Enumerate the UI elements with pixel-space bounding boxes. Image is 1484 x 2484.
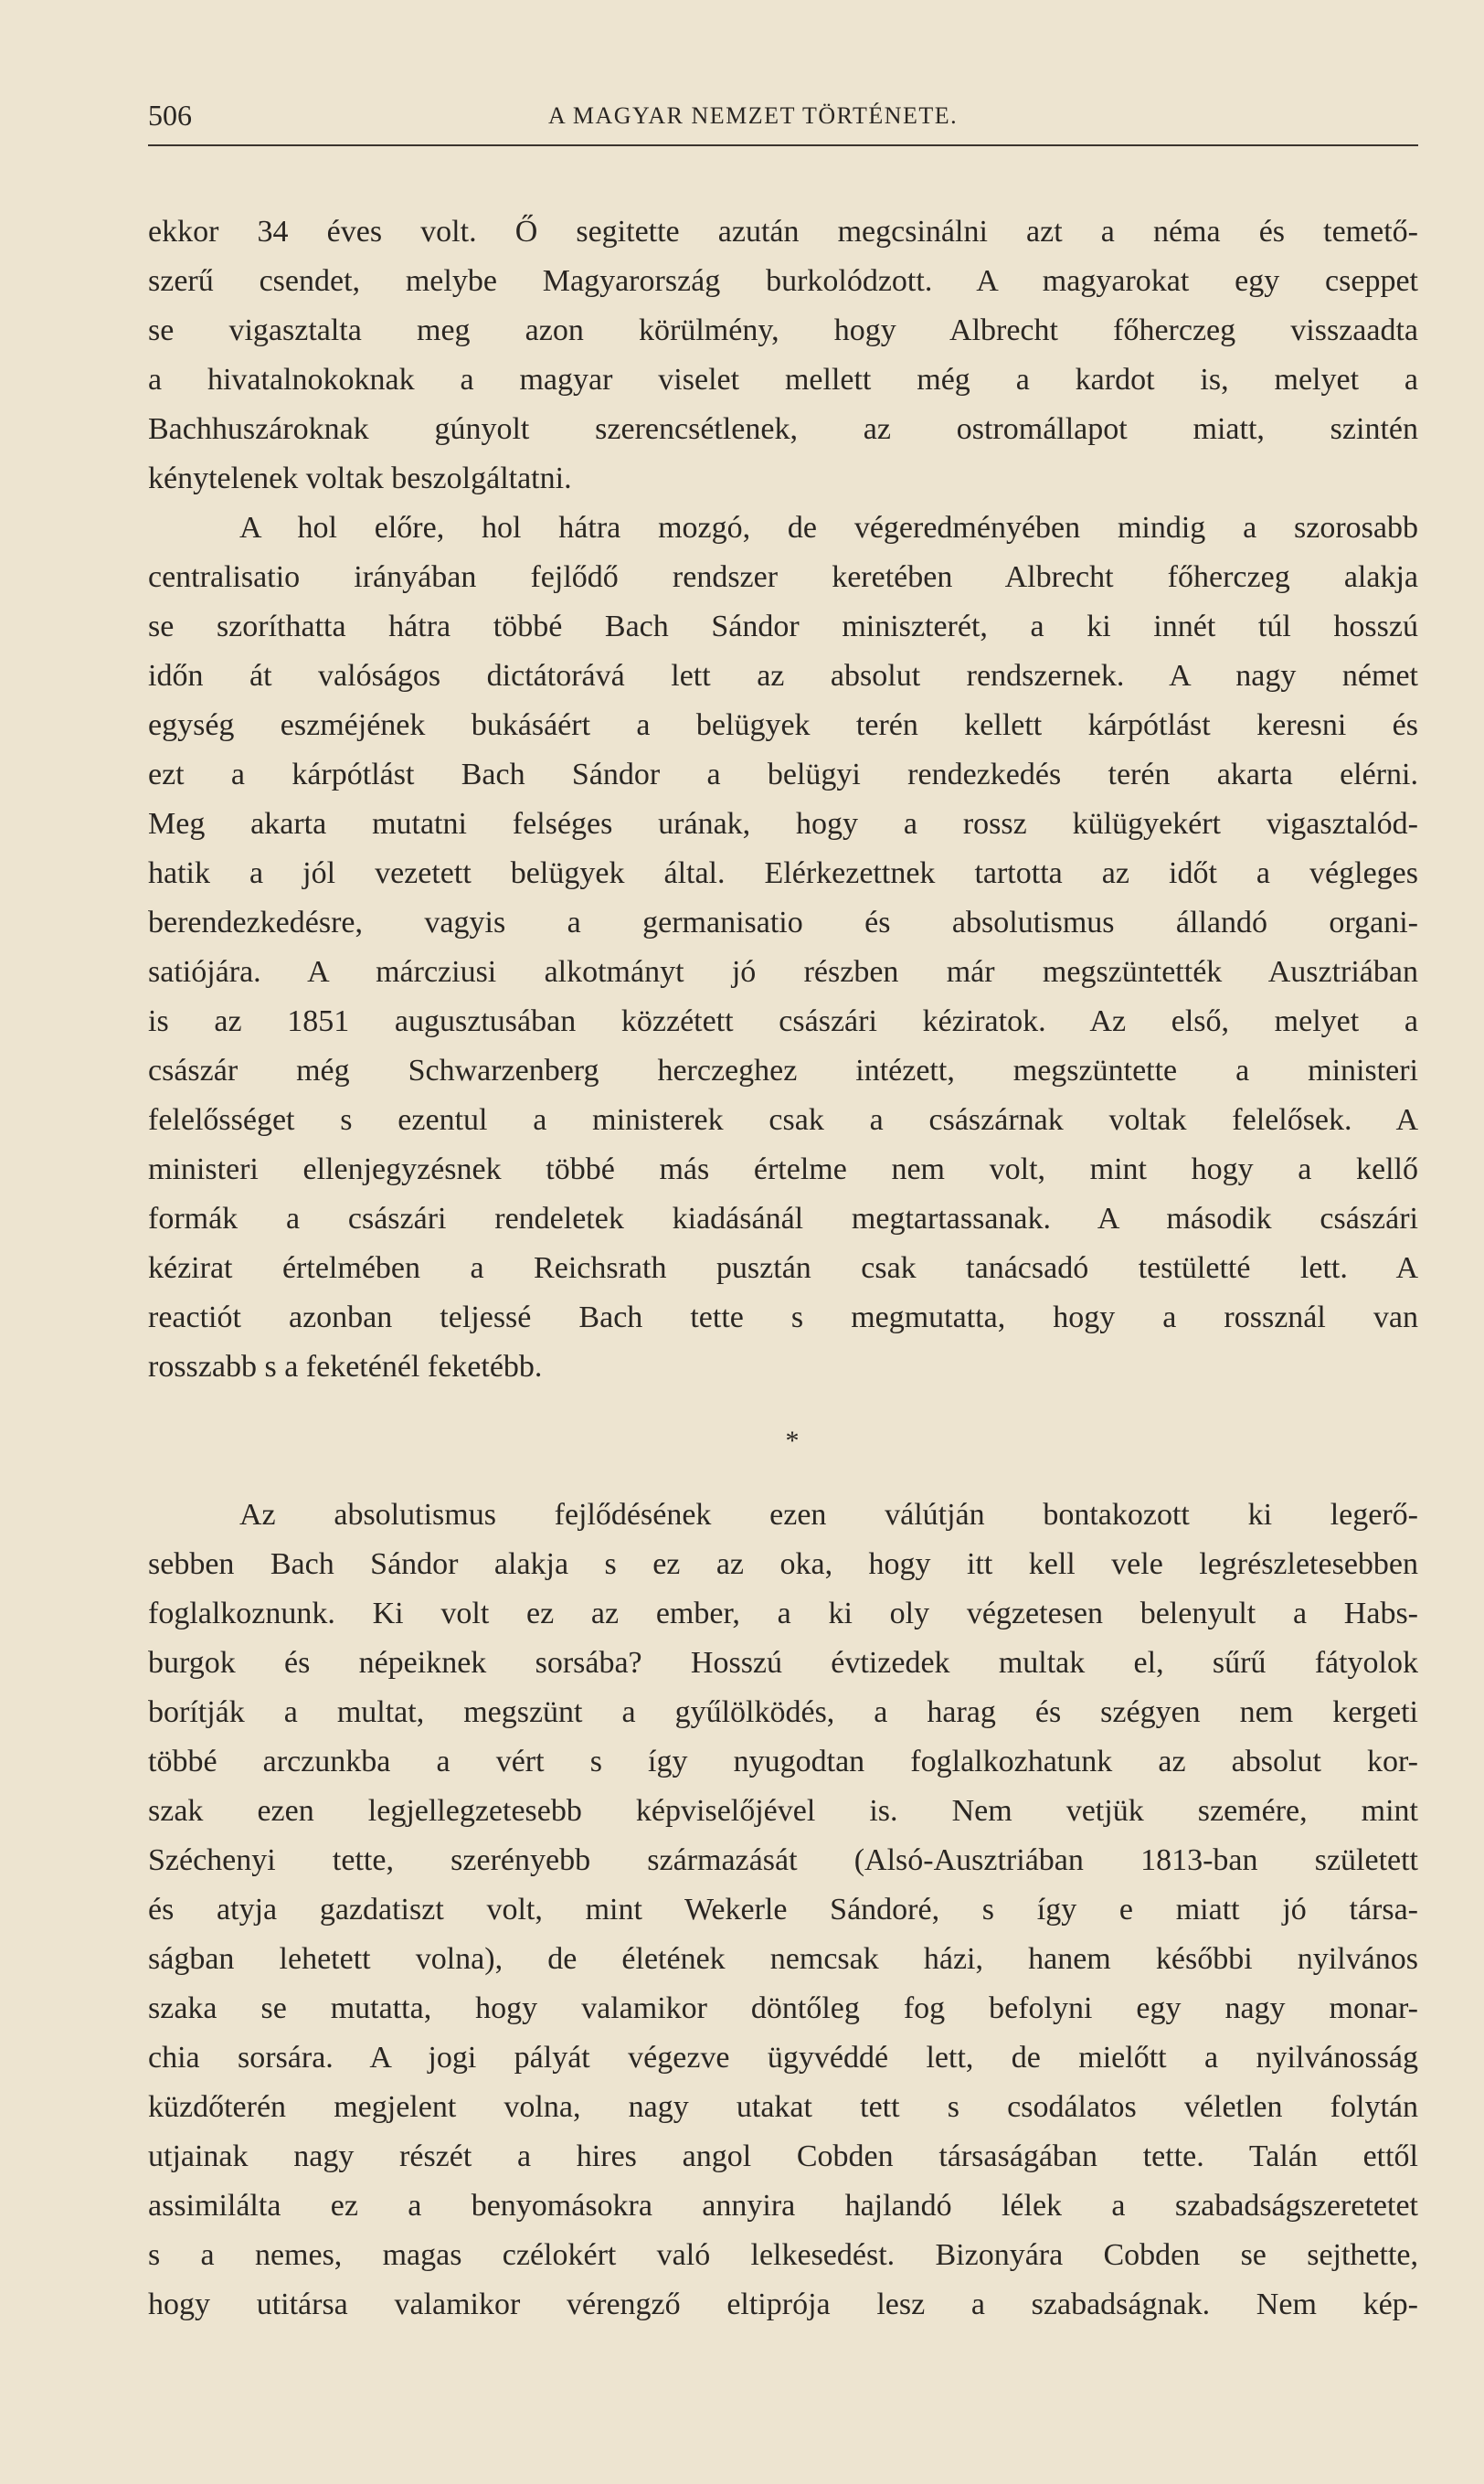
text-line: assimilálta ez a benyomásokra annyira hajlandó lélek a szabadságszeretetet <box>148 2189 1418 2223</box>
text-line: kénytelenek voltak beszolgáltatni. <box>148 462 572 495</box>
text-line: burgok és népeiknek sorsába? Hosszú évtizedek multak el, sűrű fátyolok <box>148 1646 1418 1680</box>
text-line: satiójára. A márcziusi alkotmányt jó részben már megszüntették Ausztriában <box>148 955 1418 989</box>
text-line: chia sorsára. A jogi pályát végezve ügyvéddé lett, de mielőtt a nyilvánosság <box>148 2041 1418 2075</box>
text-line: szak ezen legjellegzetesebb képviselőjével is. Nem vetjük szemére, mint <box>148 1794 1418 1828</box>
text-line: felelősséget s ezentul a ministerek csak a császárnak voltak felelősek. A <box>148 1103 1418 1137</box>
text-line: A hol előre, hol hátra mozgó, de végeredményében mindig a szorosabb <box>239 511 1418 545</box>
text-line: időn át valóságos dictátorává lett az absolut rendszernek. A nagy német <box>148 659 1418 693</box>
text-line: utjainak nagy részét a hires angol Cobden társaságában tette. Talán ettől <box>148 2139 1418 2173</box>
text-line: egység eszméjének bukásáért a belügyek terén kellett kárpótlást keresni és <box>148 708 1418 742</box>
paragraph-3 <box>148 1491 1418 2330</box>
running-head: A MAGYAR NEMZET TÖRTÉNETE. <box>548 102 959 129</box>
text-line: a hivatalnokoknak a magyar viselet mellett még a kardot is, melyet a <box>148 363 1418 397</box>
text-line: Meg akarta mutatni felséges urának, hogy a rossz külügyekért vigasztalód- <box>148 807 1418 841</box>
text-line: foglalkoznunk. Ki volt ez az ember, a ki oly végzetesen belenyult a Habs- <box>148 1597 1418 1630</box>
text-line: ságban lehetett volna), de életének nemcsak házi, hanem későbbi nyilvános <box>148 1942 1418 1976</box>
text-line: centralisatio irányában fejlődő rendszer keretében Albrecht főherczeg alakja <box>148 560 1418 594</box>
text-line: reactiót azonban teljessé Bach tette s megmutatta, hogy a rossznál van <box>148 1300 1418 1334</box>
text-line: küzdőterén megjelent volna, nagy utakat tett s csodálatos véletlen folytán <box>148 2090 1418 2124</box>
text-line: szerű csendet, melybe Magyarország burkolódzott. A magyarokat egy cseppet <box>148 264 1418 298</box>
body-text <box>148 207 1418 2330</box>
text-line: szaka se mutatta, hogy valamikor döntőleg fog befolyni egy nagy monar- <box>148 1991 1418 2025</box>
text-line: sebben Bach Sándor alakja s ez az oka, hogy itt kell vele legrészletesebben <box>148 1547 1418 1581</box>
page-header <box>148 99 1418 139</box>
text-line: kézirat értelmében a Reichsrath pusztán csak tanácsadó testületté lett. A <box>148 1251 1418 1285</box>
text-line: ekkor 34 éves volt. Ő segitette azután megcsinálni azt a néma és temető- <box>148 215 1418 249</box>
paragraph-1 <box>148 207 1418 504</box>
text-line: és atyja gazdatiszt volt, mint Wekerle Sándoré, s így e miatt jó társa- <box>148 1893 1418 1927</box>
header-rule <box>148 144 1418 146</box>
text-line: se szoríthatta hátra többé Bach Sándor miniszterét, a ki innét túl hosszú <box>148 610 1418 643</box>
text-line: többé arczunkba a vért s így nyugodtan foglalkozhatunk az absolut kor- <box>148 1745 1418 1778</box>
text-line: is az 1851 augusztusában közzétett császári kéziratok. Az első, melyet a <box>148 1004 1418 1038</box>
text-line: s a nemes, magas czélokért való lelkesedést. Bizonyára Cobden se sejthette, <box>148 2238 1418 2272</box>
section-separator: * <box>785 1426 800 1456</box>
page-number: 506 <box>148 99 192 132</box>
paragraph-2 <box>148 504 1418 1392</box>
text-line: ministeri ellenjegyzésnek többé más értelme nem volt, mint hogy a kellő <box>148 1152 1418 1186</box>
text-line: hatik a jól vezetett belügyek által. Elérkezettnek tartotta az időt a végleges <box>148 856 1418 890</box>
text-line: rosszabb s a feketénél feketébb. <box>148 1350 543 1384</box>
text-line: Az absolutismus fejlődésének ezen válútján bontakozott ki legerő- <box>239 1498 1418 1532</box>
text-line: Bachhuszároknak gúnyolt szerencsétlenek, az ostromállapot miatt, szintén <box>148 412 1418 446</box>
text-line: ezt a kárpótlást Bach Sándor a belügyi rendezkedés terén akarta elérni. <box>148 758 1418 791</box>
text-line: hogy utitársa valamikor vérengző eltiprója lesz a szabadságnak. Nem kép- <box>148 2288 1418 2321</box>
text-line: borítják a multat, megszünt a gyűlölködés, a harag és szégyen nem kergeti <box>148 1695 1418 1729</box>
text-line: formák a császári rendeletek kiadásánál megtartassanak. A második császári <box>148 1202 1418 1236</box>
text-line: berendezkedésre, vagyis a germanisatio és absolutismus állandó organi- <box>148 906 1418 939</box>
text-line: Széchenyi tette, szerényebb származását (Alsó-Ausztriában 1813-ban született <box>148 1843 1418 1877</box>
text-line: se vigasztalta meg azon körülmény, hogy Albrecht főherczeg visszaadta <box>148 313 1418 347</box>
text-line: császár még Schwarzenberg herczeghez intézett, megszüntette a ministeri <box>148 1054 1418 1088</box>
